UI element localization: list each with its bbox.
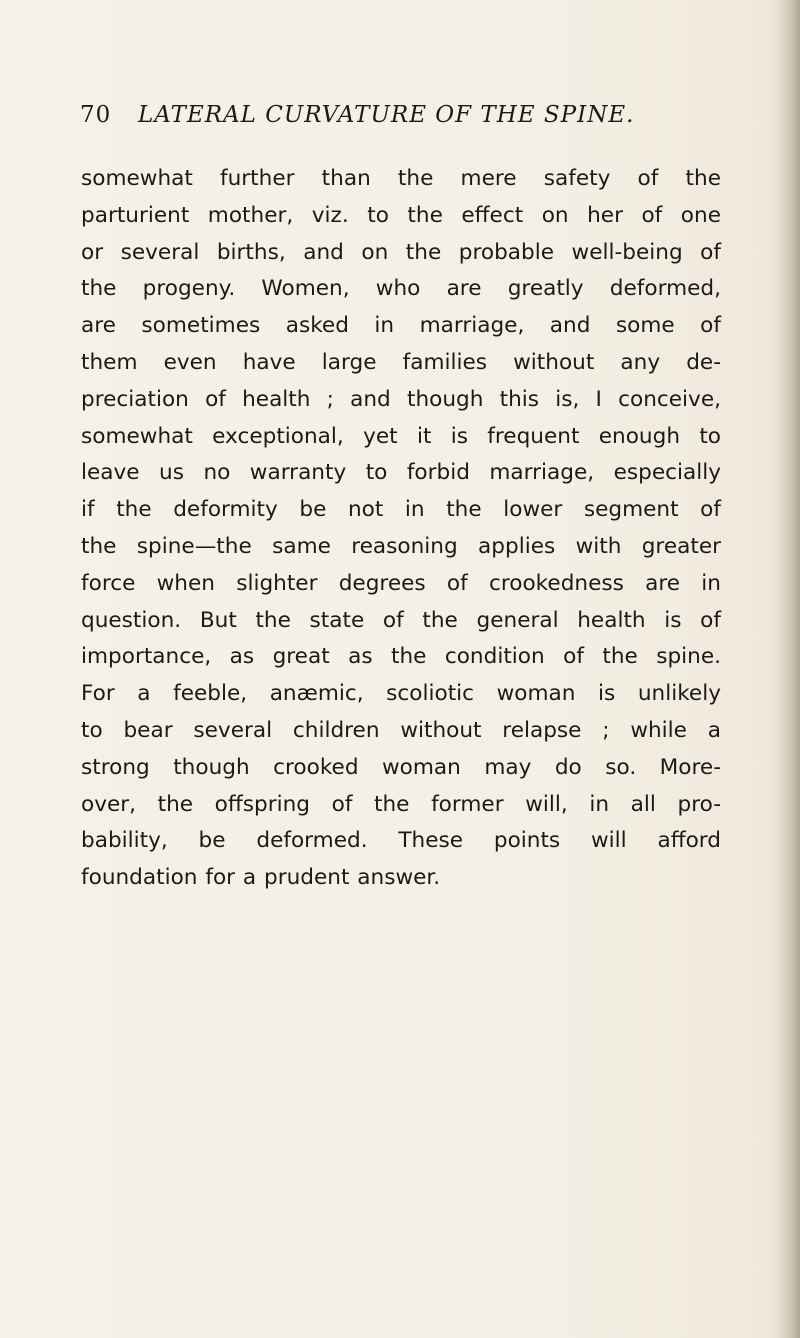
- text-line: them even have large families without any de-: [81, 349, 721, 375]
- text-line: preciation of health ; and though this is, I conceive,: [81, 386, 721, 412]
- page-header: [80, 102, 720, 138]
- text-line: the progeny. Women, who are greatly deformed,: [81, 276, 721, 302]
- text-line: over, the offspring of the former will, in all pro-: [81, 791, 721, 817]
- running-title: LATERAL CURVATURE OF THE SPINE.: [138, 102, 635, 128]
- text-line: foundation for a prudent answer.: [81, 865, 441, 891]
- text-line: bability, be deformed. These points will afford: [81, 828, 721, 854]
- text-line: question. But the state of the general health is of: [81, 607, 721, 633]
- body-text: [81, 161, 721, 897]
- text-line: somewhat further than the mere safety of the: [81, 166, 721, 191]
- text-line: parturient mother, viz. to the effect on her of one: [81, 202, 721, 228]
- text-line: or several births, and on the probable well-being of: [81, 239, 721, 265]
- text-line: For a feeble, anæmic, scoliotic woman is unlikely: [81, 681, 721, 707]
- text-line: importance, as great as the condition of the spine.: [81, 644, 721, 670]
- text-line: the spine—the same reasoning applies with greater: [81, 533, 721, 559]
- text-line: force when slighter degrees of crookedness are in: [81, 570, 721, 596]
- text-line: strong though crooked woman may do so. More-: [81, 754, 721, 780]
- text-line: somewhat exceptional, yet it is frequent enough to: [81, 423, 721, 449]
- text-line: if the deformity be not in the lower segment of: [81, 497, 721, 523]
- page-number: 70: [80, 102, 112, 128]
- page-edge-shadow: [778, 0, 800, 1338]
- text-line: are sometimes asked in marriage, and some of: [81, 313, 721, 339]
- text-line: to bear several children without relapse ; while a: [81, 717, 721, 743]
- text-line: leave us no warranty to forbid marriage, especially: [81, 460, 721, 486]
